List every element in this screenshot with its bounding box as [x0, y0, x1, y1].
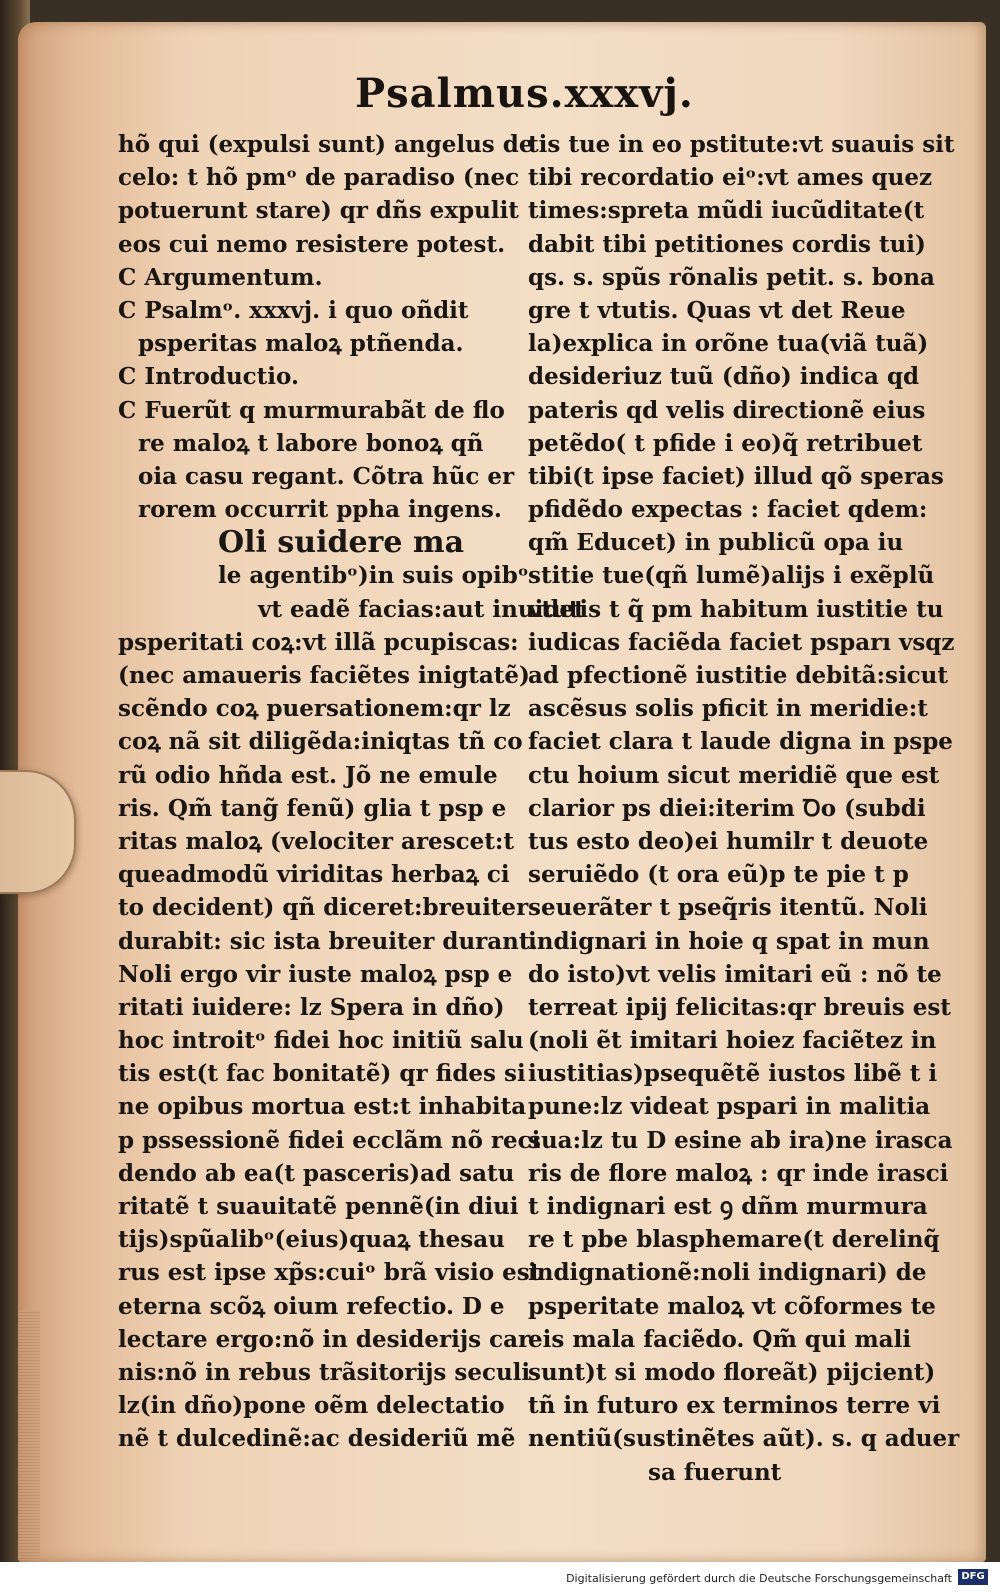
footer-credit: Digitalisierung gefördert durch die Deutsche Forschungsgemeinschaft: [566, 1572, 952, 1585]
text-line: Noli ergo vir iuste maloꝝ psp e: [118, 960, 513, 988]
text-line: ritatẽ t suauitatẽ pennẽ(in diui: [118, 1193, 519, 1220]
text-line: ritas maloꝝ (velociter arescet:t: [118, 827, 515, 855]
text-line: dendo ab ea(t pasceris)ad satu: [118, 1159, 515, 1187]
text-line: oia casu regant. Cõtra hũc er: [138, 462, 515, 490]
text-line: times:spreta mũdi iucũditate(t: [528, 197, 925, 225]
text-line: indignationẽ:noli indignari) de: [528, 1259, 927, 1287]
text-line: vtutis t q̃ pm habitum iustitie tu: [528, 595, 944, 623]
text-line: hõ qui (expulsi sunt) angelus de: [118, 131, 534, 158]
text-line: sunt)t si modo floreãt) pijcient): [528, 1358, 936, 1386]
text-line: queadmodũ viriditas herbaꝝ ci: [118, 861, 510, 889]
text-line: nẽ t dulcedinẽ:ac desideriũ mẽ: [118, 1425, 516, 1453]
text-line: rorem occurrit ppha ingens.: [138, 496, 502, 524]
left-text-column: [118, 128, 585, 1456]
text-line: seuerãter t pseq̃ris itentũ. Noli: [528, 894, 928, 922]
text-line: nis:nõ in rebus trãsitorijs seculi: [118, 1358, 531, 1386]
text-line: stitie tue(qñ lumẽ)alijs i exẽplũ: [528, 562, 935, 590]
text-line: ctu hoium sicut meridiẽ que est: [528, 761, 940, 789]
text-line: ris de flore maloꝝ : qr inde irasci: [528, 1159, 949, 1187]
text-line: iudicas faciẽda faciet psparı vsqz: [528, 628, 955, 656]
text-line: durabit: sic ista breuiter durant.: [118, 927, 538, 955]
text-line: psperitati coꝝ:vt illã pcupiscas:: [118, 628, 519, 656]
text-line: pateris qd velis directionẽ eius: [528, 396, 926, 424]
text-line: (noli ẽt imitari hoiez faciẽtez in: [528, 1027, 937, 1055]
text-line: ad pfectionẽ iustitie debitã:sicut: [528, 662, 949, 689]
text-line: coꝝ nã sit diligẽda:iniqtas tñ co: [118, 728, 523, 756]
text-line: re t pbe blasphemare(t derelinq̃: [528, 1226, 940, 1254]
page-stack-edges: [18, 1310, 40, 1560]
dfg-logo: DFG: [958, 1569, 988, 1585]
text-line: tis est(t fac bonitatẽ) qr fides si: [118, 1060, 526, 1088]
text-line: tibi recordatio eiᵒ:vt ames quez: [528, 164, 933, 192]
text-line: lectare ergo:nõ in desiderijs car: [118, 1325, 531, 1353]
text-line: eos cui nemo resistere potest.: [118, 230, 506, 258]
text-line: dabit tibi petitiones cordis tui): [528, 230, 926, 258]
text-line: clarior ps diei:iterim Ꝺo (subdi: [528, 794, 926, 822]
text-line: sua:lz tu D esine ab ira)ne irasca: [528, 1126, 953, 1154]
text-line: psperitas maloꝝ ptñenda.: [138, 330, 464, 358]
text-line: eis mala faciẽdo. Qm̃ qui mali: [528, 1325, 912, 1353]
text-line: pfidẽdo expectas : faciet qdem:: [528, 496, 928, 524]
text-line: tijs)spũalibᵒ(eius)quaꝝ thesau: [118, 1226, 505, 1254]
text-line: ascẽsus solis pficit in meridie:t: [528, 695, 928, 723]
text-line: C Argumentum.: [118, 263, 323, 291]
page-title: Psalmus.xxxvj.: [355, 70, 694, 117]
text-line: qm̃ Educet) in publicũ opa iu: [528, 529, 904, 557]
text-line: hoc introitᵒ fidei hoc initiũ salu: [118, 1027, 524, 1055]
text-line: (nec amaueris faciẽtes inigtatẽ): [118, 662, 530, 689]
text-line: t indignari est ꝯ dñm murmura: [528, 1193, 928, 1220]
text-line: nentiũ(sustinẽtes aũt). s. q aduer: [528, 1425, 960, 1453]
text-line: to decident) qñ diceret:breuiter: [118, 894, 529, 922]
text-line: le agentibᵒ)in suis opibᵒ: [218, 562, 529, 590]
text-line: tis tue in eo pstitute:vt suauis sit: [528, 131, 955, 158]
text-line: celo: t hõ pmᵒ de paradiso (nec: [118, 164, 520, 192]
text-line: p pssessionẽ fidei ecclãm nõ reci: [118, 1126, 541, 1154]
text-line: tñ in futuro ex terminos terre vi: [528, 1392, 941, 1420]
right-text-column: [528, 128, 960, 1489]
text-line: qs. s. spũs rõnalis petit. s. bona: [528, 263, 935, 291]
text-line: indignari in hoie q spat in mun: [528, 927, 930, 955]
text-line: ris. Qm̃ tang̃ fenũ) glia t psp e: [118, 794, 507, 822]
text-line: eterna scõꝝ oium refectio. D e: [118, 1292, 505, 1320]
text-line: tus esto deo)ei humilr t deuote: [528, 827, 929, 855]
text-line: seruiẽdo (t ora eũ)p te pie t p: [528, 861, 909, 889]
text-line: lz(in dño)pone oẽm delectatio: [118, 1392, 505, 1420]
bookmark-tab: [0, 770, 76, 894]
text-line: rus est ipse xp̃s:cuiᵒ brã visio est: [118, 1259, 541, 1287]
text-line: potuerunt stare) qr dñs expulit: [118, 197, 519, 225]
text-line: C Introductio.: [118, 363, 299, 391]
text-line: terreat ipij felicitas:qr breuis est: [528, 993, 951, 1021]
text-line: gre t vtutis. Quas vt det Reue: [528, 296, 906, 324]
text-line: C Psalmᵒ. xxxvj. i quo oñdit: [118, 296, 469, 324]
text-line: petẽdo( t pfide i eo)q̃ retribuet: [528, 429, 923, 457]
text-line: rũ odio hñda est. Jõ ne emule: [118, 761, 498, 789]
text-line: la)explica in orõne tua(viã tuã): [528, 330, 929, 358]
text-line: desideriuz tuũ (dño) indica qd: [528, 363, 920, 391]
text-line: scẽndo coꝝ puersationem:qr lz: [118, 695, 511, 723]
text-line: do isto)vt velis imitari eũ : nõ te: [528, 960, 942, 988]
text-line: faciet clara t laude digna in pspe: [528, 728, 953, 756]
text-line: psperitate maloꝝ vt cõformes te: [528, 1292, 936, 1320]
text-line: Oli suidere ma: [218, 525, 465, 561]
text-line: iustitias)psequẽtẽ iustos libẽ t i: [528, 1060, 938, 1088]
text-line: ritati iuidere: lz Spera in dño): [118, 993, 505, 1021]
text-line: vt eadẽ facias:aut inuidet: [258, 595, 585, 623]
text-line: sa fuerunt: [648, 1458, 782, 1486]
text-line: ne opibus mortua est:t inhabita: [118, 1093, 527, 1121]
text-line: re maloꝝ t labore bonoꝝ qñ: [138, 429, 484, 457]
text-line: C Fuerũt q murmurabãt de flo: [118, 396, 505, 424]
text-line: tibi(t ipse faciet) illud qõ speras: [528, 462, 944, 490]
text-line: pune:lz videat pspari in malitia: [528, 1093, 931, 1121]
